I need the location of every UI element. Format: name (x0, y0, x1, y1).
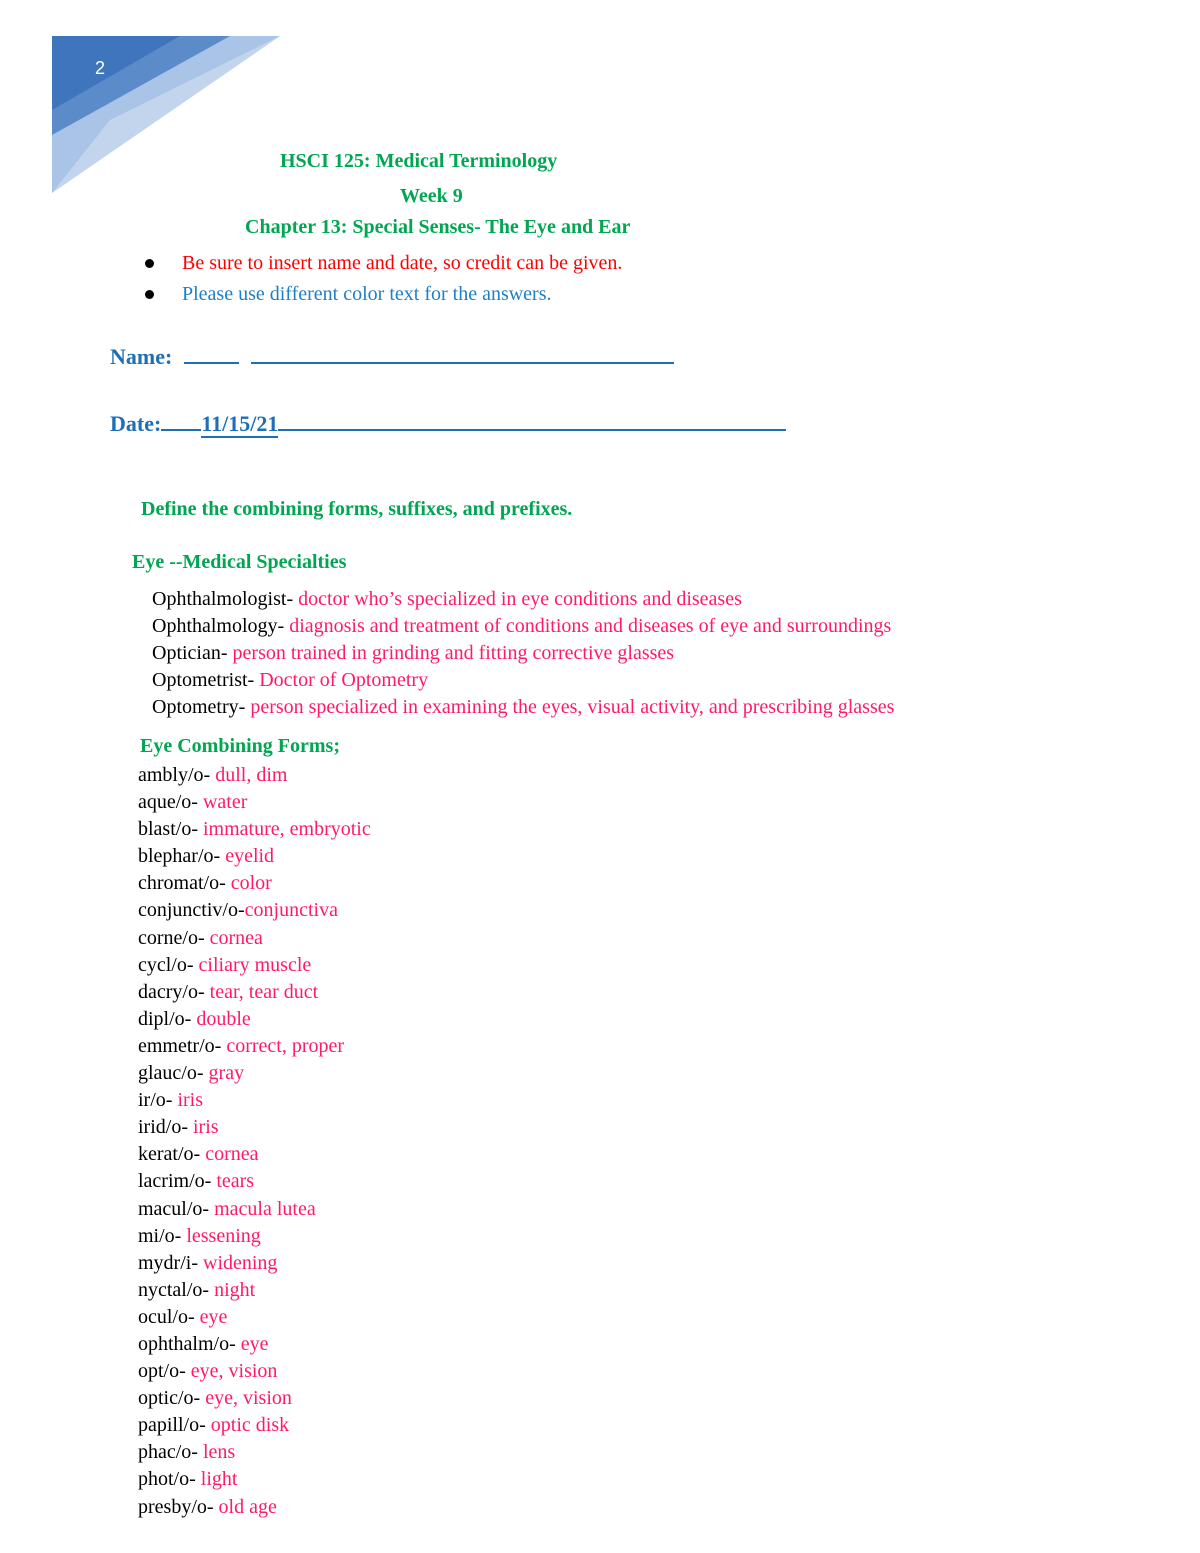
combining-form-item (138, 762, 371, 789)
combining-form-answer: eyelid (220, 845, 275, 868)
combining-form-term: conjunctiv/o- (138, 899, 245, 922)
combining-form-term: papill/o- (138, 1414, 206, 1437)
combining-form-item (138, 1141, 371, 1168)
combining-form-item (138, 1494, 371, 1521)
name-label: Name: (110, 344, 173, 369)
specialty-answer: doctor who’s specialized in eye conditions and diseases (293, 588, 742, 610)
date-blank-lead[interactable] (161, 409, 201, 431)
specialty-term: Optometrist- (152, 669, 255, 691)
combining-form-answer: water (197, 791, 248, 814)
combining-form-answer: cornea (204, 926, 263, 949)
specialty-item (152, 586, 894, 613)
combining-form-term: cycl/o- (138, 953, 194, 976)
combining-form-term: ocul/o- (138, 1305, 195, 1328)
combining-form-item (138, 897, 371, 924)
week-title (0, 185, 1200, 208)
combining-form-term: nyctal/o- (138, 1278, 210, 1301)
combining-form-item (138, 1196, 371, 1223)
specialty-answer: person specialized in examining the eyes, visual activity, and prescribing glasses (245, 696, 895, 718)
combining-form-term: blephar/o- (138, 845, 221, 868)
combining-form-answer: light (195, 1468, 238, 1491)
specialty-term: Optician- (152, 642, 228, 664)
combining-form-answer: tears (211, 1170, 255, 1193)
combining-form-item (138, 1250, 371, 1277)
combining-form-answer: gray (203, 1062, 245, 1085)
combining-form-term: ambly/o- (138, 764, 211, 786)
chapter-title (0, 216, 1200, 239)
combining-form-term: ir/o- (138, 1089, 173, 1112)
specialty-item (152, 667, 894, 694)
instructions-list (145, 248, 622, 310)
specialty-answer: Doctor of Optometry (254, 669, 429, 691)
specialty-answer: person trained in grinding and fitting corrective glasses (227, 642, 675, 664)
name-field[interactable] (110, 342, 674, 370)
combining-form-term: corne/o- (138, 926, 205, 949)
combining-form-term: chromat/o- (138, 872, 226, 895)
specialty-term: Ophthalmologist- (152, 588, 294, 610)
bullet-icon (145, 290, 154, 299)
chapter-title-text: Chapter 13: Special Senses- The Eye and Ear (245, 216, 631, 238)
combining-form-item (138, 1412, 371, 1439)
combining-form-answer: correct, proper (221, 1034, 345, 1057)
combining-form-answer: optic disk (205, 1414, 290, 1437)
combining-form-item (138, 1223, 371, 1250)
combining-form-answer: iris (188, 1116, 219, 1139)
course-title-text: HSCI 125: Medical Terminology (280, 150, 558, 172)
combining-form-answer: eye (235, 1332, 269, 1355)
combining-form-answer: eye (194, 1305, 228, 1328)
combining-form-term: mi/o- (138, 1224, 182, 1247)
specialty-answer: diagnosis and treatment of conditions and diseases of eye and surroundings (284, 615, 892, 637)
combining-form-item (138, 1087, 371, 1114)
combining-form-answer: eye, vision (200, 1387, 292, 1410)
instruction-item (145, 279, 622, 310)
combining-form-item (138, 1033, 371, 1060)
combining-form-term: phot/o- (138, 1468, 196, 1491)
task-heading: Define the combining forms, suffixes, and prefixes. (141, 498, 573, 520)
combining-form-item (138, 1277, 371, 1304)
date-field[interactable] (110, 409, 786, 437)
specialty-item (152, 640, 894, 667)
date-value[interactable]: 11/15/21 (201, 411, 279, 436)
instruction-text: Be sure to insert name and date, so credit can be given. (182, 252, 623, 274)
combining-form-term: lacrim/o- (138, 1170, 212, 1193)
combining-form-term: macul/o- (138, 1197, 210, 1220)
combining-form-term: irid/o- (138, 1116, 188, 1139)
combining-form-item (138, 789, 371, 816)
instruction-item (145, 248, 622, 279)
specialty-term: Optometry- (152, 696, 246, 718)
combining-form-answer: cornea (200, 1143, 259, 1166)
combining-form-item (138, 1358, 371, 1385)
combining-form-term: phac/o- (138, 1441, 198, 1464)
combining-form-answer: immature, embryotic (198, 818, 371, 841)
combining-form-item (138, 1331, 371, 1358)
name-blank-long[interactable] (251, 342, 674, 364)
combining-form-item (138, 1439, 371, 1466)
combining-form-term: glauc/o- (138, 1062, 204, 1085)
combining-form-answer: lens (197, 1441, 236, 1464)
combining-form-item (138, 1304, 371, 1331)
combining-form-answer: lessening (181, 1224, 261, 1247)
combining-form-item (138, 870, 371, 897)
name-blank-short[interactable] (184, 342, 239, 364)
combining-form-answer: double (191, 1007, 251, 1030)
combining-form-term: emmetr/o- (138, 1034, 222, 1057)
combining-form-answer: conjunctiva (244, 899, 338, 922)
combining-form-item (138, 952, 371, 979)
combining-form-term: opt/o- (138, 1360, 186, 1383)
combining-form-answer: macula lutea (209, 1197, 316, 1220)
combining-form-term: ophthalm/o- (138, 1332, 236, 1355)
combining-form-answer: dull, dim (210, 764, 288, 786)
combining-forms-heading: Eye Combining Forms; (140, 735, 340, 757)
combining-form-item (138, 1466, 371, 1493)
specialties-heading: Eye --Medical Specialties (132, 551, 347, 573)
combining-form-item (138, 1114, 371, 1141)
combining-form-term: presby/o- (138, 1495, 214, 1518)
combining-form-term: dacry/o- (138, 980, 205, 1003)
combining-form-item (138, 1060, 371, 1087)
combining-form-term: optic/o- (138, 1387, 201, 1410)
combining-form-item (138, 843, 371, 870)
combining-form-answer: widening (198, 1251, 278, 1274)
course-title (0, 150, 1200, 173)
combining-form-term: aque/o- (138, 791, 198, 814)
combining-form-answer: night (209, 1278, 256, 1301)
combining-form-term: blast/o- (138, 818, 198, 841)
combining-form-answer: tear, tear duct (204, 980, 319, 1003)
combining-form-item (138, 979, 371, 1006)
instruction-text: Please use different color text for the answers. (182, 283, 552, 305)
combining-form-item (138, 1168, 371, 1195)
combining-form-answer: eye, vision (185, 1360, 278, 1383)
combining-form-item (138, 816, 371, 843)
specialty-item (152, 694, 894, 721)
specialties-list (152, 586, 894, 721)
combining-form-item (138, 1385, 371, 1412)
date-blank-trail[interactable] (278, 409, 786, 431)
combining-form-item (138, 1006, 371, 1033)
page-number: 2 (95, 58, 106, 78)
combining-form-item (138, 925, 371, 952)
combining-form-answer: iris (172, 1089, 203, 1112)
specialty-term: Ophthalmology- (152, 615, 285, 637)
bullet-icon (145, 259, 154, 268)
combining-form-term: kerat/o- (138, 1143, 201, 1166)
combining-form-term: dipl/o- (138, 1007, 192, 1030)
date-label: Date: (110, 411, 162, 436)
combining-form-answer: color (225, 872, 272, 895)
combining-form-term: mydr/i- (138, 1251, 198, 1274)
week-title-text: Week 9 (400, 185, 463, 207)
combining-form-answer: ciliary muscle (193, 953, 312, 976)
combining-form-answer: old age (213, 1495, 277, 1518)
specialty-item (152, 613, 894, 640)
combining-forms-list (138, 762, 371, 1521)
